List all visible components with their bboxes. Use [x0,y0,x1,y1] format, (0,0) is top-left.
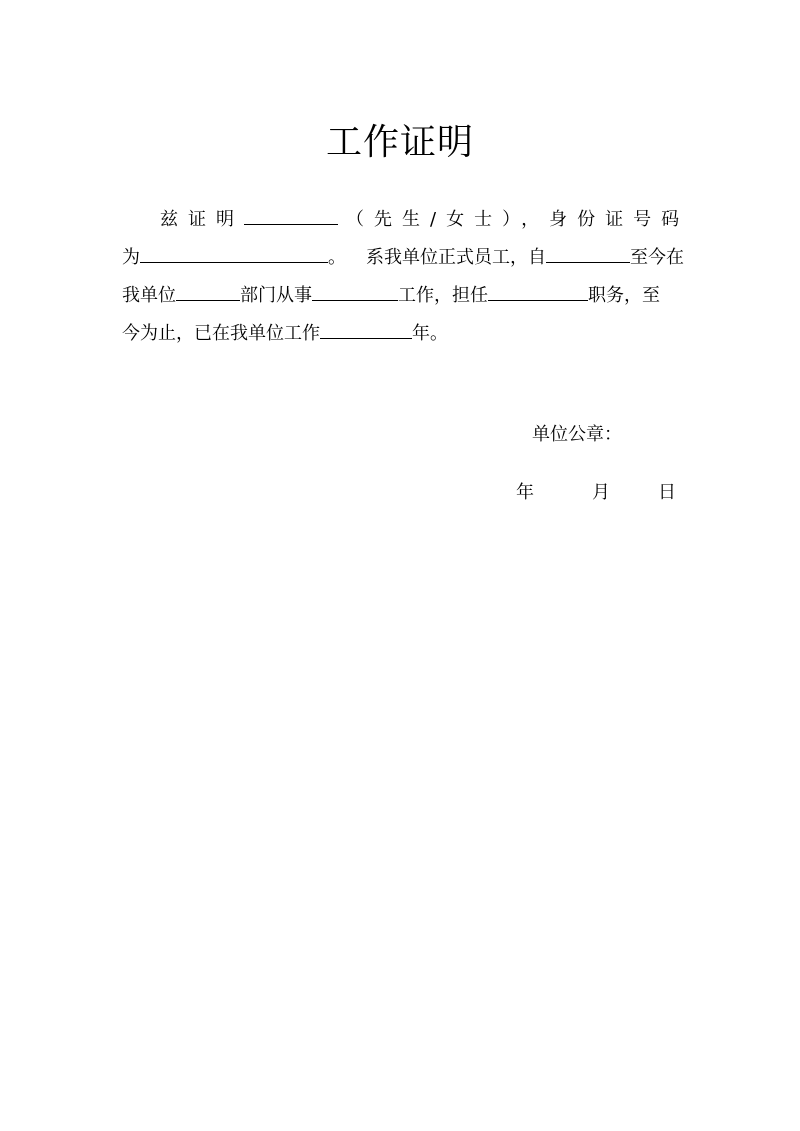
text-certify: 兹证明 [160,209,244,230]
date-line [516,476,686,510]
body-line-4 [122,312,682,350]
text-work-position: 工作，担任 [398,285,488,306]
years-blank[interactable] [320,312,412,339]
body-line-3 [122,274,682,312]
department-blank[interactable] [176,274,240,301]
text-employee-since: 系我单位正式员工，自 [366,247,546,268]
text-years: 年。 [412,323,448,344]
text-duty-until: 职务，至 [588,285,660,306]
text-period: 。 [328,247,346,268]
start-date-blank[interactable] [546,236,630,263]
position-blank[interactable] [488,274,588,301]
text-worked-for: 今为止，已在我单位工作 [122,323,320,344]
seal-label: 单位公章： [532,424,622,445]
text-is: 为 [122,247,140,268]
date-month: 月 [592,482,610,503]
name-blank[interactable] [244,198,338,225]
id-number-blank[interactable] [140,236,328,263]
date-day: 日 [658,482,676,503]
document-title: 工作证明 [325,122,474,163]
work-type-blank[interactable] [312,274,398,301]
text-gender-id: （先生/女士），身份证号码 [346,209,690,230]
text-our-unit: 我单位 [122,285,176,306]
text-department-engaged: 部门从事 [240,285,312,306]
date-year: 年 [516,482,534,503]
body-line-1 [122,198,690,236]
body-line-2 [122,236,682,274]
text-until-now: 至今在 [630,247,684,268]
